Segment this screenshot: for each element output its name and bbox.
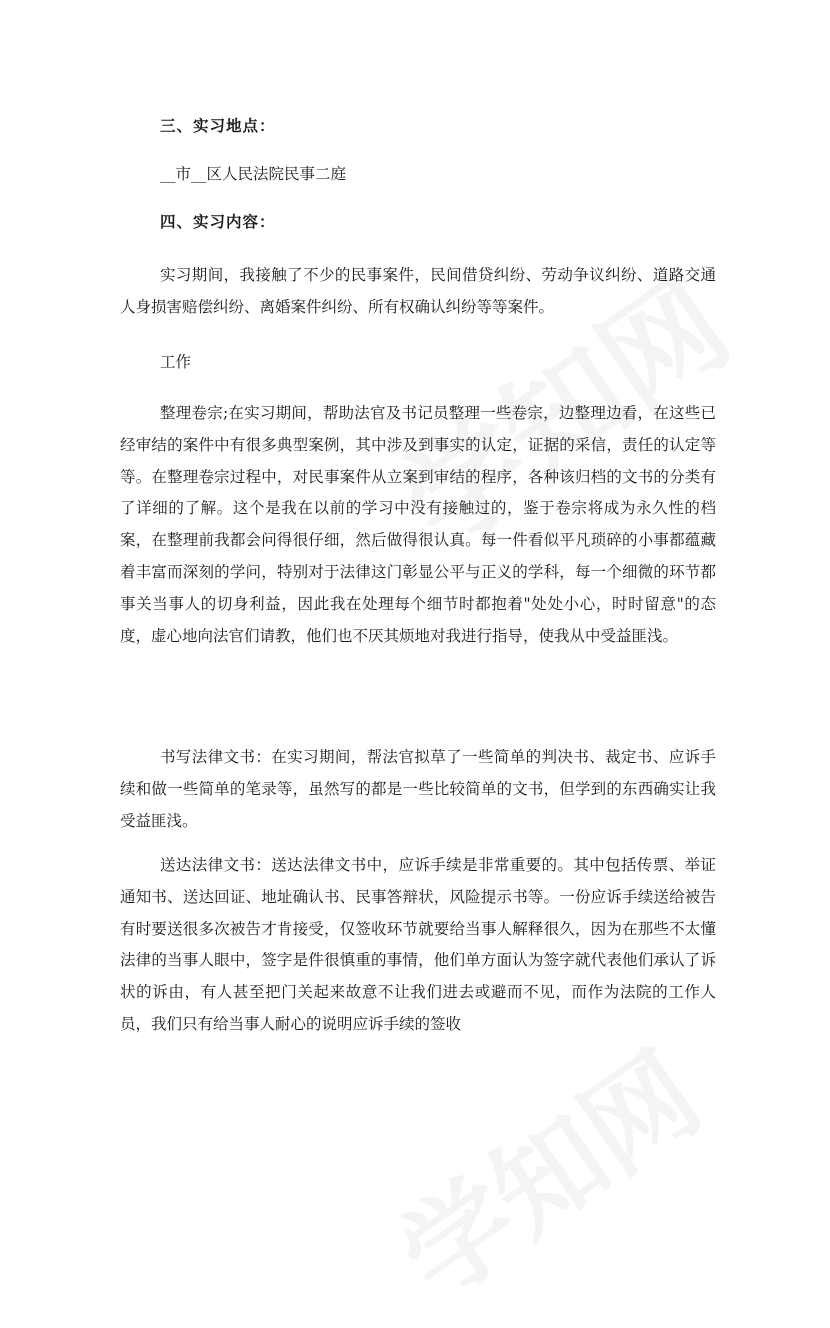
intro-paragraph: 实习期间，我接触了不少的民事案件，民间借贷纠纷、劳动争议纠纷、道路交通人身损害赔偿纠纷、离婚案件纠纷、所有权确认纠纷等等案件。 (120, 266, 716, 316)
writing-paragraph: 书写法律文书：在实习期间，帮法官拟草了一些简单的判决书、裁定书、应诉手续和做一些简单的笔录等，虽然写的都是一些比较简单的文书，但学到的东西确实让我受益匪浅。 (120, 748, 716, 830)
files-paragraph: 整理卷宗;在实习期间，帮助法官及书记员整理一些卷宗，边整理边看，在这些已经审结的案件中有很多典型案例，其中涉及到事实的认定，证据的采信，责任的认定等等。在整理卷宗过程中，对民事案件从立案到审结的程序，各种该归档的文书的分类有了详细的了解。这个是我在以前的学习中没有接触过的，鉴于卷宗将成为永久性的档案，在整理前我都会问得很仔细，然后做得很认真。每一件看似平凡琐碎的小事都蕴藏着丰富而深刻的学问，特别对于法律这门彰显公平与正义的学科，每一个细微的环节都事关当事人的切身利益，因此我在处理每个细节时都抱着"处处小心，时时留意"的态度，虚心地向法官们请教，他们也不厌其烦地对我进行指导，使我从中受益匪浅。 (120, 404, 716, 645)
location-text: __市__区人民法院民事二庭 (160, 165, 347, 183)
watermark (365, 1010, 726, 1328)
content-heading: 四、实习内容： (160, 212, 276, 231)
delivery-paragraph: 送达法律文书：送达法律文书中，应诉手续是非常重要的。其中包括传票、举证通知书、送达回证、地址确认书、民事答辩状，风险提示书等。一份应诉手续送给被告有时要送很多次被告才肯接受，仅签收环节就要给当事人解释很久，因为在那些不太懂法律的当事人眼中，签字是件很慎重的事情，他们单方面认为签字就代表他们承认了诉状的诉由，有人甚至把门关起来故意不让我们进去或避而不见，而作为法院的工作人员，我们只有给当事人耐心的说明应诉手续的签收 (120, 856, 716, 1033)
location-heading: 三、实习地点： (160, 116, 276, 135)
work-label: 工作 (160, 353, 192, 371)
